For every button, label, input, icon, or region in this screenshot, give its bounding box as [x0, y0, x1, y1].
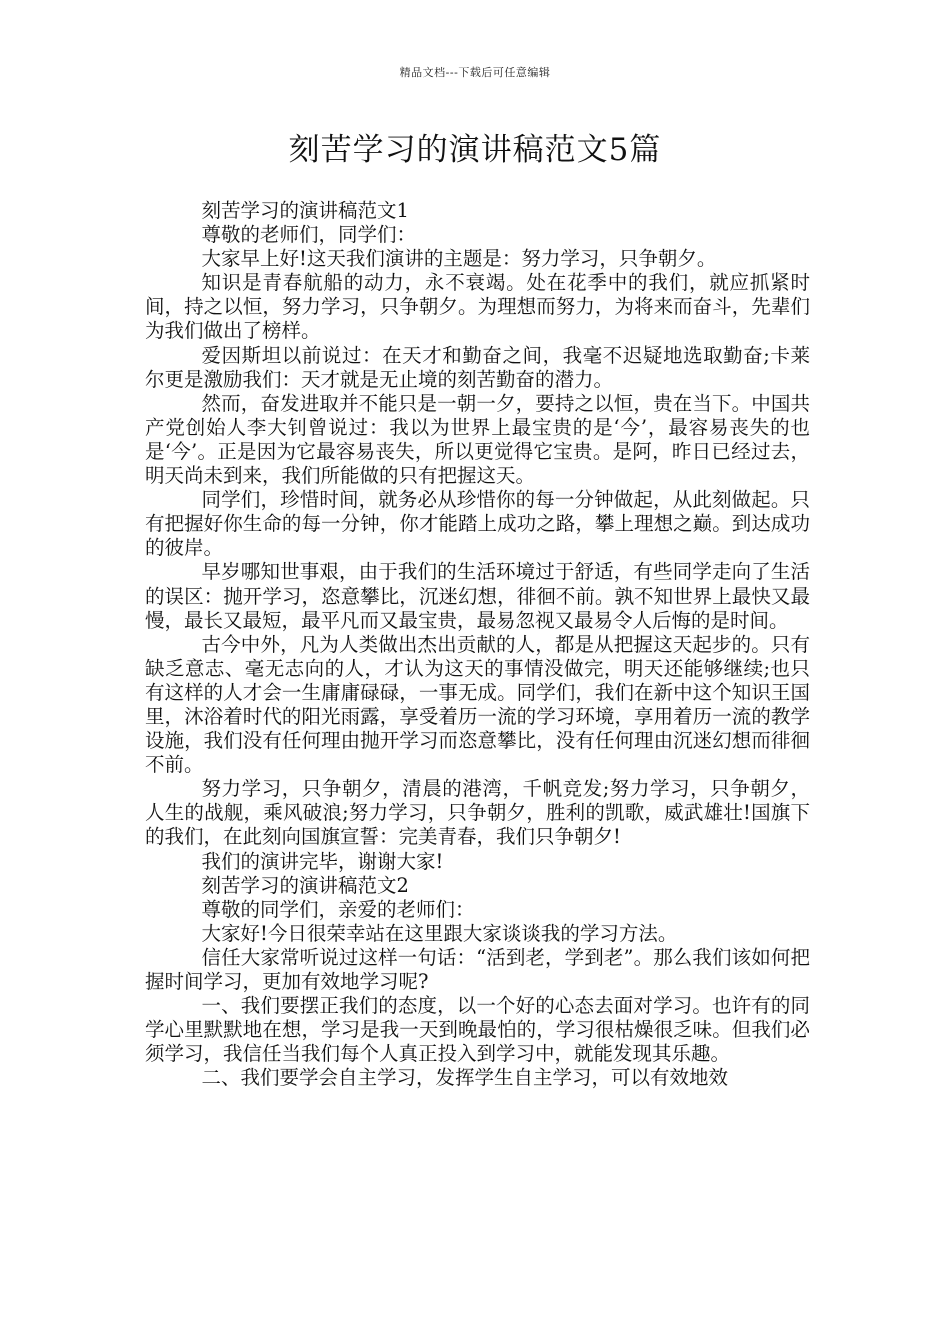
header-note: 精品文档---下载后可任意编辑 [399, 66, 551, 79]
paragraph: 古今中外，凡为人类做出杰出贡献的人，都是从把握这天起步的。只有缺乏意志、毫无志向的人，才认为这天的事情没做完，明天还能够继续;也只有这样的人才会一生庸庸碌碌，一事无成。同学们，我们在新中这个知识王国里，沐浴着时代的阳光雨露，享受着历一流的学习环境，享用着历一流的教学设施，我们没有任何理由抛开学习而恣意攀比，没有任何理由沉迷幻想而徘徊不前。 [145, 632, 810, 777]
paragraph: 刻苦学习的演讲稿范文2 [201, 873, 409, 897]
paragraph: 刻苦学习的演讲稿范文1 [201, 199, 409, 222]
paragraph: 大家早上好!这天我们演讲的主题是：努力学习，只争朝夕。 [201, 247, 717, 271]
paragraph: 爱因斯坦以前说过：在天才和勤奋之间，我毫不迟疑地选取勤奋;卡莱尔更是激励我们：天才就是无止境的刻苦勤奋的潜力。 [145, 343, 810, 391]
paragraph: 早岁哪知世事艰，由于我们的生活环境过于舒适，有些同学走向了生活的误区：抛开学习，恣意攀比，沉迷幻想，徘徊不前。孰不知世界上最快又最慢，最长又最短，最平凡而又最宝贵，最易忽视又最易令人后悔的是时间。 [145, 560, 810, 632]
paragraph: 尊敬的同学们，亲爱的老师们： [201, 897, 475, 921]
paragraph: 一、我们要摆正我们的态度，以一个好的心态去面对学习。也许有的同学心里默默地在想，学习是我一天到晚最怕的，学习很枯燥很乏味。但我们必须学习，我信任当我们每个人真正投入到学习中，就能发现其乐趣。 [145, 994, 810, 1066]
paragraph: 二、我们要学会自主学习，发挥学生自主学习，可以有效地效 [201, 1066, 729, 1090]
paragraph: 尊敬的老师们，同学们： [201, 223, 417, 247]
paragraph: 我们的演讲完毕，谢谢大家! [201, 849, 444, 873]
paragraph: 然而，奋发进取并不能只是一朝一夕，要持之以恒，贵在当下。中国共产党创始人李大钊曾说过：我以为世界上最宝贵的是‘今’，最容易丧失的也是‘今’。正是因为它最容易丧失，所以更觉得它宝贵。是阿，昨日已经过去，明天尚未到来，我们所能做的只有把握这天。 [145, 391, 810, 488]
document-body [145, 199, 810, 1090]
paragraph: 大家好!今日很荣幸站在这里跟大家谈谈我的学习方法。 [201, 921, 678, 945]
paragraph: 努力学习，只争朝夕，清晨的港湾，千帆竞发;努力学习，只争朝夕，人生的战舰，乘风破浪;努力学习，只争朝夕，胜利的凯歌，威武雄壮!国旗下的我们，在此刻向国旗宣誓：完美青春，我们只争朝夕! [145, 777, 810, 849]
paragraph: 知识是青春航船的动力，永不衰竭。处在花季中的我们，就应抓紧时间，持之以恒，努力学习，只争朝夕。为理想而努力，为将来而奋斗，先辈们为我们做出了榜样。 [145, 271, 810, 343]
paragraph: 同学们，珍惜时间，就务必从珍惜你的每一分钟做起，从此刻做起。只有把握好你生命的每一分钟，你才能踏上成功之路，攀上理想之巅。到达成功的彼岸。 [145, 488, 810, 560]
document-title: 刻苦学习的演讲稿范文5篇 [288, 132, 662, 168]
paragraph: 信任大家常听说过这样一句话：“活到老，学到老”。那么我们该如何把握时间学习，更加有效地学习呢? [145, 945, 810, 993]
